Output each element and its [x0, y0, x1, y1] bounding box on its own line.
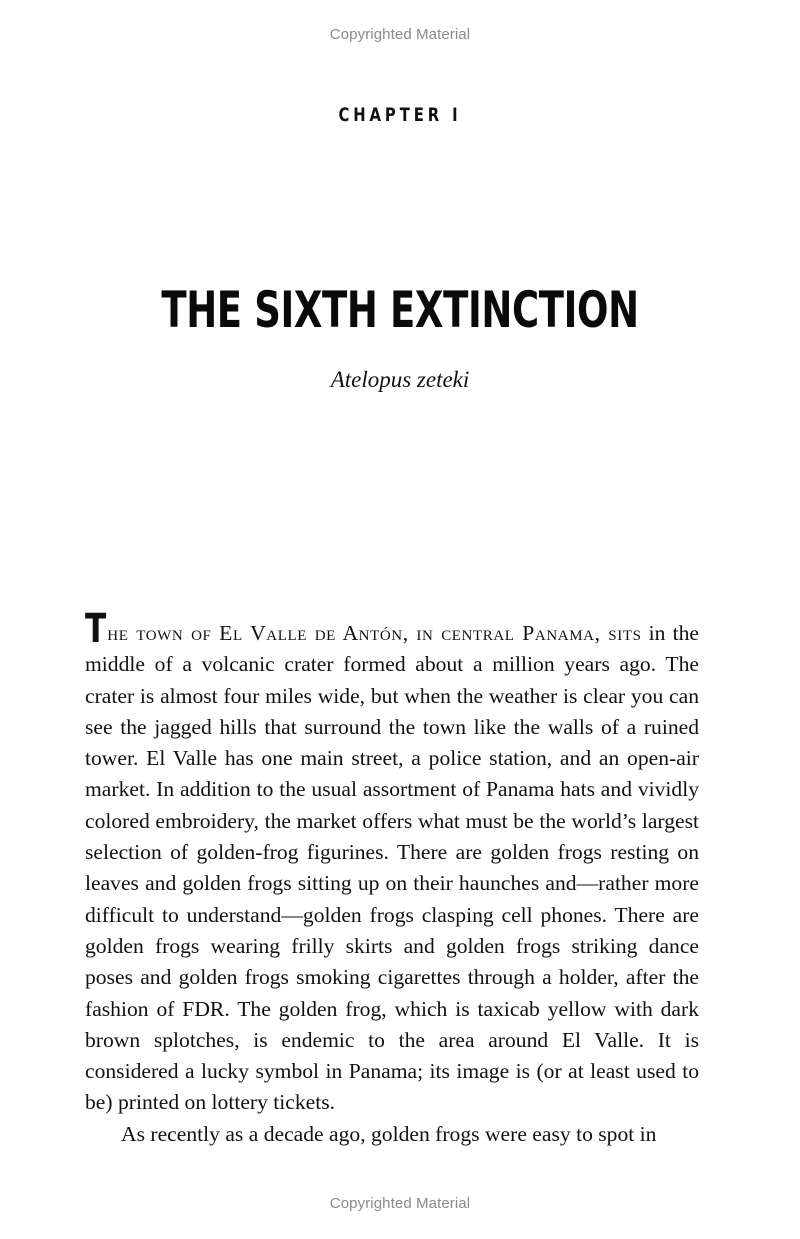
chapter-epigraph-species: Atelopus zeteki [330, 367, 470, 392]
paragraph-1 [85, 606, 699, 1119]
small-caps-lead: he town of El Valle de Antón, in central Panama, sits [107, 621, 642, 645]
copyright-watermark-bottom: Copyrighted Material [329, 1195, 471, 1212]
chapter-title: THE SIXTH EXTINCTION [161, 281, 639, 339]
copyright-watermark-top: Copyrighted Material [329, 26, 471, 43]
chapter-label: CHAPTER I [338, 104, 462, 126]
paragraph-2: As recently as a decade ago, golden frogs were easy to spot in [121, 1121, 657, 1146]
drop-cap: T [85, 606, 107, 652]
body-text [85, 606, 699, 1150]
paragraph-1-text: in the middle of a volcanic crater formed about a million years ago. The crater is almost four miles wide, but when the weather is clear you can see the jagged hills that surround the town like the walls of a ruined tower. El Valle has one main street, a police station, and an open-air market. In addition to the usual assortment of Panama hats and vividly colored embroidery, the market offers what must be the world’s largest selection of golden-frog figurines. There are golden frogs resting on leaves and golden frogs sitting up on their haunches and—rather more difficult to understand—golden frogs clasping cell phones. There are golden frogs wearing frilly skirts and golden frogs striking dance poses and golden frogs smoking cigarettes through a holder, after the fashion of FDR. The golden frog, which is taxicab yellow with dark brown splotches, is endemic to the area around El Valle. It is considered a lucky symbol in Panama; its image is (or at least used to be) printed on lottery tickets. [85, 621, 699, 1115]
